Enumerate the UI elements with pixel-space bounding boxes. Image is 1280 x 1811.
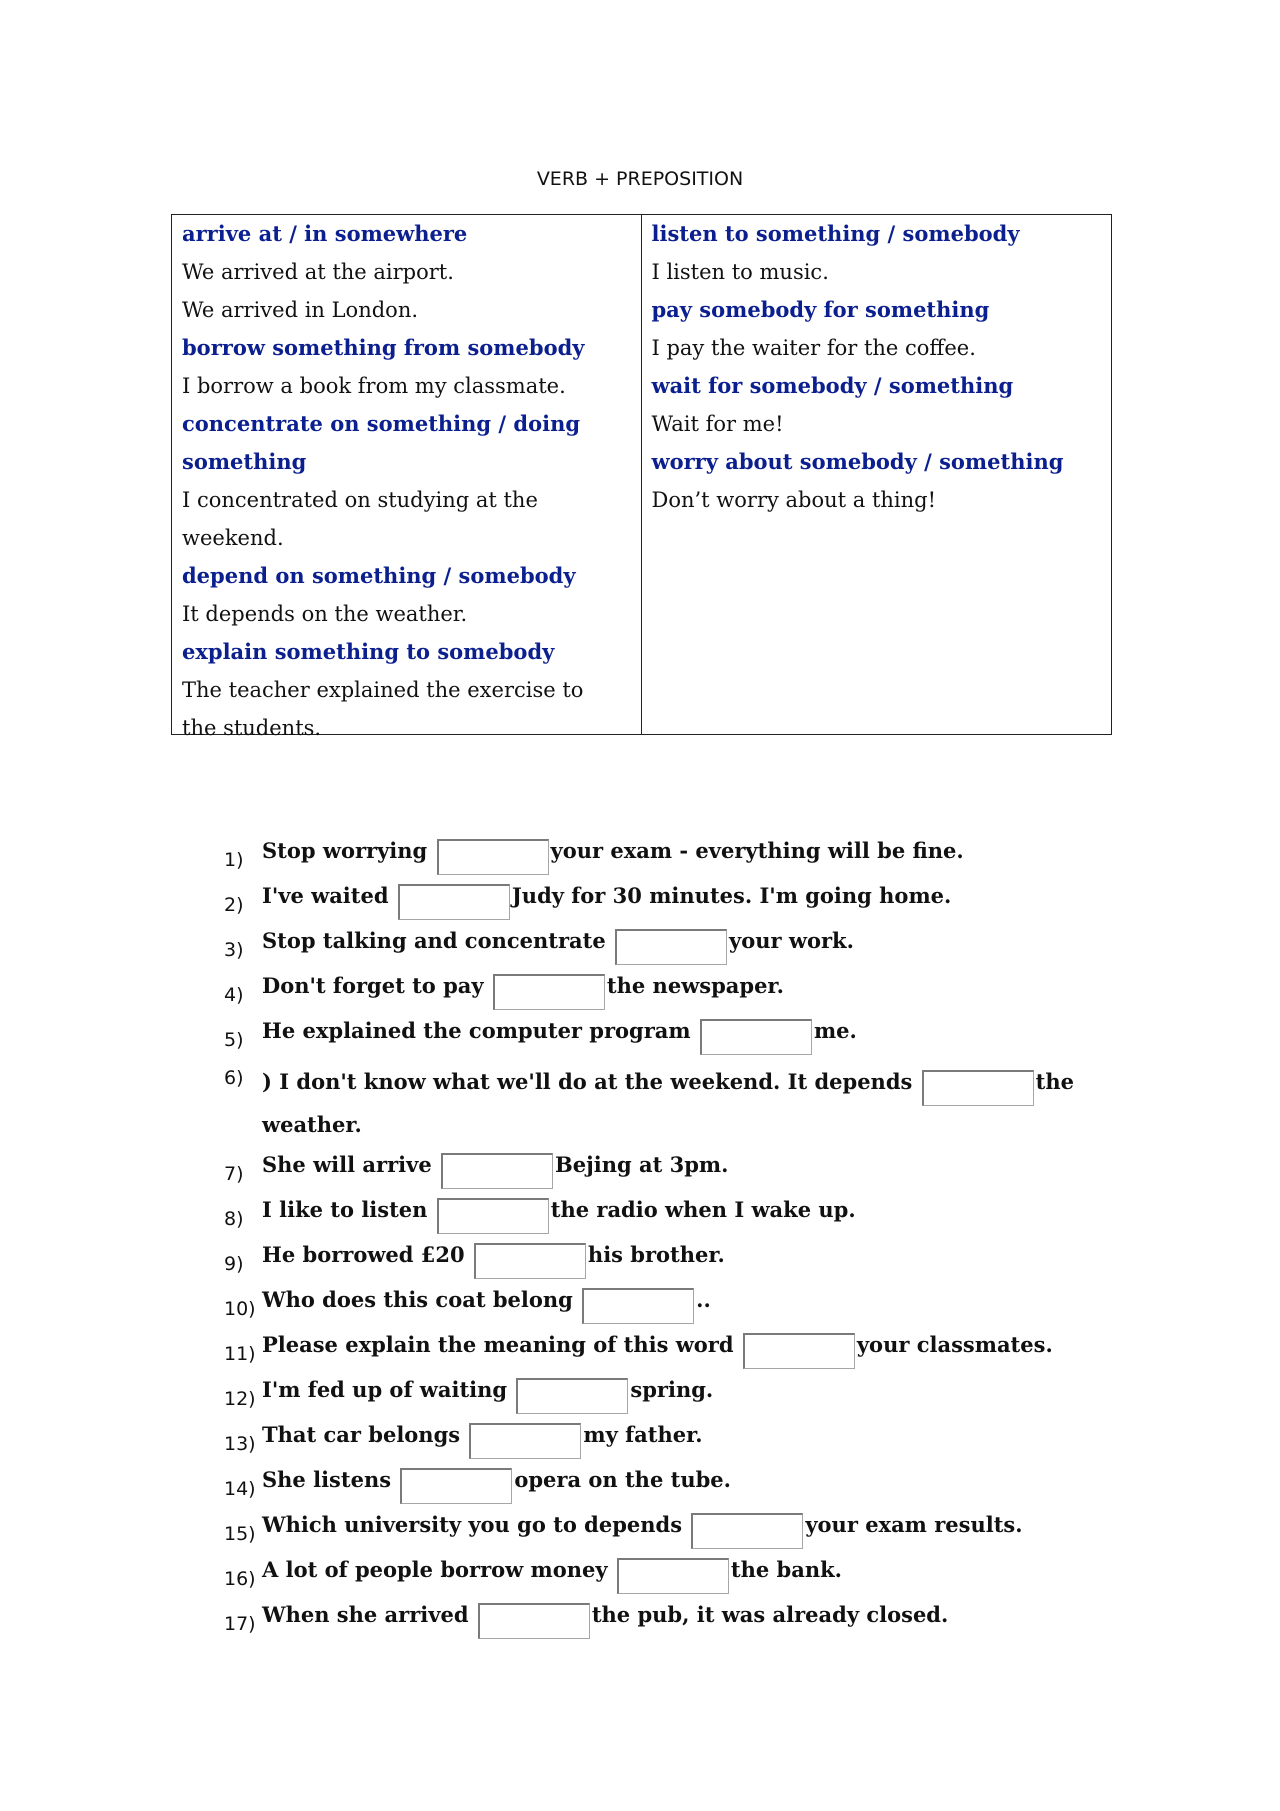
example-sentence: The teacher explained the exercise to (182, 678, 584, 702)
exercise-number: 11) (224, 1343, 256, 1365)
example-sentence: I borrow a book from my classmate. (182, 374, 566, 398)
sentence-before-gap: Who does this coat belong (262, 1287, 581, 1312)
sentence-before-gap: Stop talking and concentrate (262, 928, 614, 953)
sentence-after-gap: the bank. (730, 1557, 842, 1582)
exercise-item (224, 1189, 1124, 1234)
verb-pattern-heading: wait for somebody / something (651, 373, 1014, 398)
exercise-number: 13) (224, 1433, 256, 1455)
verb-pattern-heading: pay somebody for something (651, 297, 990, 322)
exercise-number: 7) (224, 1163, 244, 1185)
sentence-before-gap: He explained the computer program (262, 1018, 698, 1043)
sentence-before-gap: He borrowed £20 (262, 1242, 472, 1267)
answer-input[interactable] (437, 839, 549, 875)
answer-input[interactable] (617, 1558, 729, 1594)
verb-pattern-heading: worry about somebody / something (651, 449, 1064, 474)
exercise-item (224, 1324, 1124, 1369)
example-sentence: I concentrated on studying at the (182, 488, 538, 512)
sentence-after-gap: the newspaper. (606, 973, 784, 998)
page-title: VERB + PREPOSITION (536, 168, 744, 190)
answer-input[interactable] (478, 1603, 590, 1639)
exercise-number: 4) (224, 984, 244, 1006)
exercise-number: 9) (224, 1253, 244, 1275)
exercise-sentence (262, 1281, 711, 1324)
exercise-item (224, 1234, 1124, 1279)
answer-input[interactable] (474, 1243, 586, 1279)
exercise-item (224, 830, 1124, 875)
exercise-number: 6) (224, 1067, 244, 1089)
exercise-sentence (262, 1551, 842, 1594)
verb-pattern-heading: arrive at / in somewhere (182, 221, 468, 246)
sentence-after-gap: .. (696, 1287, 711, 1312)
sentence-after-gap: the radio when I wake up. (550, 1197, 856, 1222)
sentence-before-gap: I like to listen (262, 1197, 435, 1222)
exercise-number: 16) (224, 1568, 256, 1590)
exercise-list (224, 830, 1124, 1639)
exercise-sentence (262, 1146, 728, 1189)
exercise-sentence (262, 1326, 1053, 1369)
exercise-sentence (262, 877, 951, 920)
exercise-number: 12) (224, 1388, 256, 1410)
exercise-item (224, 1504, 1124, 1549)
exercise-number: 3) (224, 939, 244, 961)
reference-table (171, 214, 1112, 740)
sentence-before-gap: She will arrive (262, 1152, 440, 1177)
sentence-before-gap: I'm fed up of waiting (262, 1377, 515, 1402)
exercise-sentence (262, 1236, 725, 1279)
exercise-item (224, 965, 1124, 1010)
exercise-sentence (262, 1506, 1023, 1549)
sentence-after-gap: spring. (630, 1377, 714, 1402)
exercise-sentence (262, 832, 964, 875)
answer-input[interactable] (400, 1468, 512, 1504)
exercise-item (224, 1549, 1124, 1594)
sentence-after-gap: my father. (583, 1422, 703, 1447)
exercise-number: 8) (224, 1208, 244, 1230)
example-sentence: the students. (182, 716, 322, 740)
sentence-before-gap: Please explain the meaning of this word (262, 1332, 741, 1357)
exercise-sentence (262, 1063, 1124, 1144)
exercise-sentence (262, 1371, 713, 1414)
sentence-after-gap: your classmates. (856, 1332, 1053, 1357)
sentence-before-gap: When she arrived (262, 1602, 476, 1627)
exercise-sentence (262, 1416, 703, 1459)
answer-input[interactable] (700, 1019, 812, 1055)
sentence-before-gap: I've waited (262, 883, 396, 908)
sentence-before-gap: Which university you go to depends (262, 1512, 690, 1537)
exercise-sentence (262, 967, 784, 1010)
exercise-number: 5) (224, 1029, 244, 1051)
sentence-before-gap: That car belongs (262, 1422, 468, 1447)
exercise-number: 10) (224, 1298, 256, 1320)
answer-input[interactable] (437, 1198, 549, 1234)
example-sentence: We arrived in London. (182, 298, 419, 322)
sentence-after-gap: your work. (729, 928, 854, 953)
example-sentence: weekend. (182, 526, 284, 550)
answer-input[interactable] (516, 1378, 628, 1414)
sentence-before-gap: Don't forget to pay (262, 973, 491, 998)
exercise-number: 2) (224, 894, 244, 916)
answer-input[interactable] (441, 1153, 553, 1189)
sentence-before-gap: She listens (262, 1467, 399, 1492)
verb-pattern-heading: something (182, 449, 307, 474)
verb-pattern-heading: borrow something from somebody (182, 335, 585, 360)
exercise-sentence (262, 1596, 948, 1639)
sentence-before-gap: A lot of people borrow money (262, 1557, 615, 1582)
answer-input[interactable] (615, 929, 727, 965)
verb-pattern-heading: explain something to somebody (182, 639, 555, 664)
exercise-item (224, 1594, 1124, 1639)
exercise-item (224, 1459, 1124, 1504)
answer-input[interactable] (469, 1423, 581, 1459)
sentence-after-gap: Bejing at 3pm. (555, 1152, 729, 1177)
exercise-item (224, 1369, 1124, 1414)
sentence-before-gap: Stop worrying (262, 838, 435, 863)
answer-input[interactable] (398, 884, 510, 920)
exercise-item (224, 1055, 1124, 1144)
reference-column-left (172, 215, 642, 740)
exercise-number: 17) (224, 1613, 256, 1635)
example-sentence: We arrived at the airport. (182, 260, 454, 284)
exercise-item (224, 875, 1124, 920)
exercise-sentence (262, 1191, 856, 1234)
verb-pattern-heading: listen to something / somebody (651, 221, 1020, 246)
exercise-number: 1) (224, 849, 244, 871)
sentence-after-gap: the weather. (262, 1069, 1074, 1137)
answer-input[interactable] (743, 1333, 855, 1369)
sentence-after-gap: Judy for 30 minutes. I'm going home. (511, 883, 952, 908)
example-sentence: It depends on the weather. (182, 602, 468, 626)
verb-pattern-heading: concentrate on something / doing (182, 411, 581, 436)
exercise-sentence (262, 1012, 857, 1055)
answer-input[interactable] (922, 1070, 1034, 1106)
exercise-item (224, 1144, 1124, 1189)
answer-input[interactable] (582, 1288, 694, 1324)
exercise-sentence (262, 1461, 731, 1504)
exercise-number: 14) (224, 1478, 256, 1500)
example-sentence: I listen to music. (651, 260, 829, 284)
exercise-item (224, 920, 1124, 965)
verb-pattern-heading: depend on something / somebody (182, 563, 576, 588)
sentence-after-gap: opera on the tube. (514, 1467, 731, 1492)
exercise-item (224, 1010, 1124, 1055)
sentence-after-gap: the pub, it was already closed. (591, 1602, 949, 1627)
example-sentence: Wait for me! (651, 412, 784, 436)
sentence-after-gap: your exam - everything will be fine. (550, 838, 964, 863)
exercise-sentence (262, 922, 854, 965)
sentence-after-gap: his brother. (587, 1242, 725, 1267)
exercise-item (224, 1279, 1124, 1324)
exercise-item (224, 1414, 1124, 1459)
sentence-before-gap: ) I don't know what we'll do at the weekend. It depends (262, 1069, 920, 1094)
answer-input[interactable] (691, 1513, 803, 1549)
example-sentence: I pay the waiter for the coffee. (651, 336, 976, 360)
sentence-after-gap: me. (813, 1018, 857, 1043)
reference-column-right (642, 215, 1112, 734)
exercise-number: 15) (224, 1523, 256, 1545)
example-sentence: Don’t worry about a thing! (651, 488, 937, 512)
answer-input[interactable] (493, 974, 605, 1010)
sentence-after-gap: your exam results. (805, 1512, 1023, 1537)
